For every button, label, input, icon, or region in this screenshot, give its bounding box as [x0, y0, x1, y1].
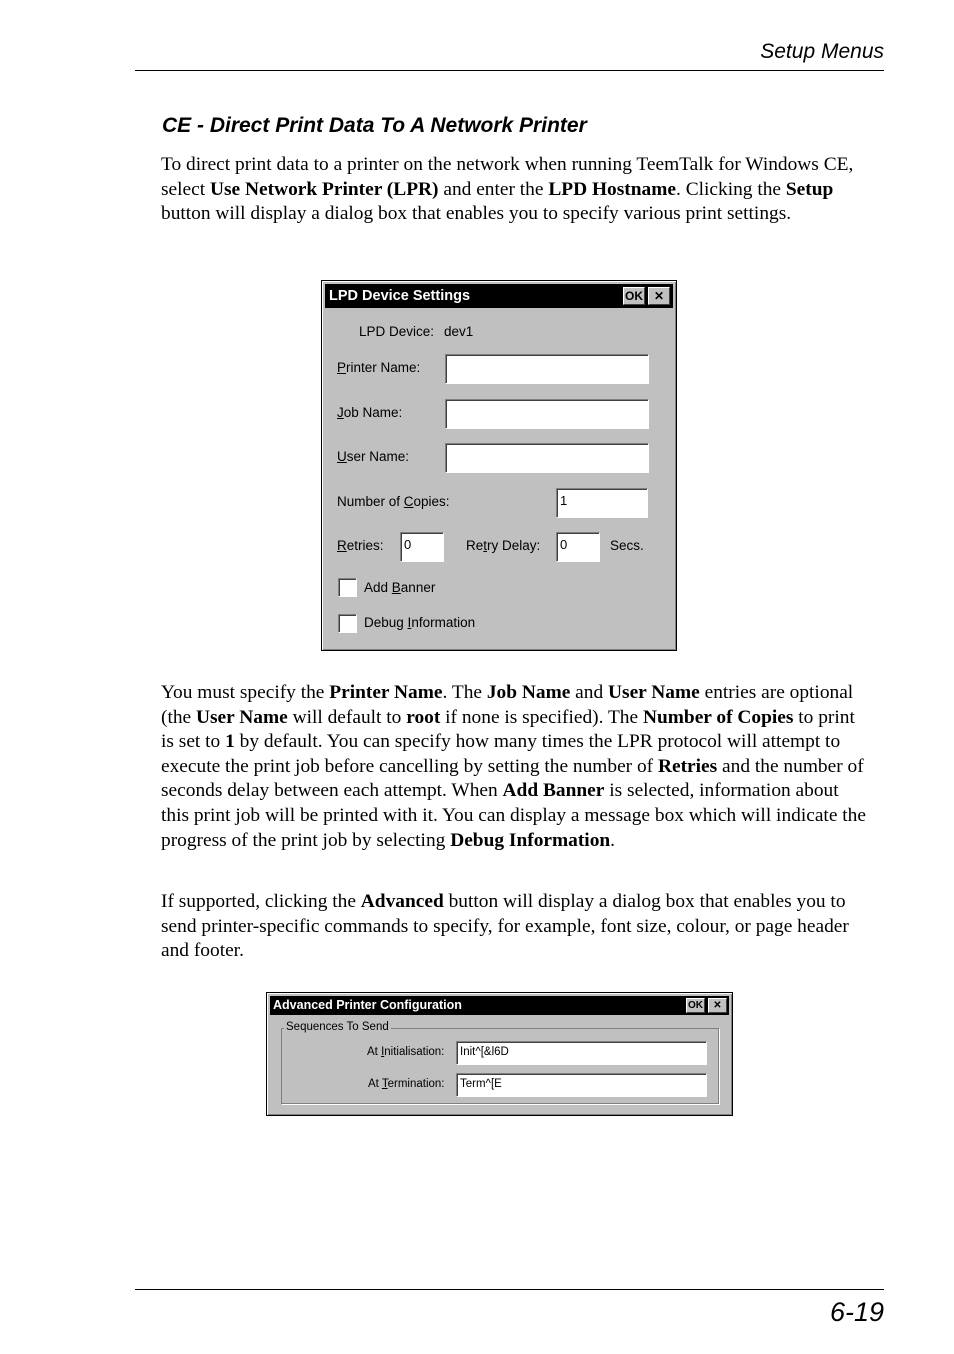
dialog-title: Advanced Printer Configuration: [273, 998, 462, 1012]
lpd-device-value: dev1: [444, 324, 474, 339]
termination-label: At Termination:: [368, 1078, 445, 1090]
retry-delay-input[interactable]: 0: [556, 532, 600, 562]
dialog-titlebar: [325, 284, 673, 308]
sequences-group-label: Sequences To Send: [286, 1021, 389, 1033]
copies-label: Number of Copies:: [337, 494, 450, 509]
section-title: CE - Direct Print Data To A Network Printer: [162, 114, 587, 137]
ok-button[interactable]: OK: [625, 289, 643, 303]
add-banner-label: Add Banner: [364, 580, 436, 595]
advanced-printer-configuration-dialog: [266, 992, 733, 1116]
advanced-paragraph: If supported, clicking the Advanced button will display a dialog box that enables you to send printer-specific commands to specify, for example, font size, colour, or page header and footer.: [161, 891, 849, 962]
copies-input[interactable]: 1: [556, 488, 648, 518]
add-banner-checkbox[interactable]: [338, 578, 357, 597]
retries-input[interactable]: 0: [400, 532, 444, 562]
running-header: Setup Menus: [760, 40, 884, 63]
close-icon[interactable]: ✕: [648, 287, 670, 305]
options-paragraph: You must specify the Printer Name. The Job Name and User Name entries are optional (the User Name will default to root if none is specified). The Number of Copies to print is set to 1 by default. You can specify how many times the LPR protocol will attempt to execute the print job before cancelling by setting the number of Retries and the number of seconds delay between each attempt. When Add Banner is selected, information about this print job will be printed with it. You can display a message box which will indicate the progress of the print job by selecting Debug Information.: [161, 682, 866, 851]
secs-label: Secs.: [610, 538, 644, 553]
lpd-device-label: LPD Device:: [359, 324, 435, 339]
initialisation-input[interactable]: Init^[&l6D: [456, 1041, 707, 1065]
footer-rule: [135, 1289, 884, 1290]
user-name-label: User Name:: [337, 449, 410, 464]
header-rule: [135, 70, 884, 71]
printer-name-label: Printer Name:: [337, 360, 421, 375]
initialisation-label: At Initialisation:: [367, 1046, 445, 1058]
lpd-device-settings-dialog: [321, 280, 677, 651]
dialog-title: LPD Device Settings: [329, 288, 471, 304]
page-number: 6-19: [829, 1297, 884, 1327]
debug-information-label: Debug Information: [364, 615, 476, 630]
termination-input[interactable]: Term^[E: [456, 1073, 707, 1097]
printer-name-input[interactable]: [445, 354, 649, 384]
user-name-input[interactable]: [445, 443, 649, 473]
close-icon[interactable]: ✕: [708, 998, 727, 1013]
job-name-label: Job Name:: [337, 405, 403, 420]
ok-button[interactable]: OK: [688, 1000, 703, 1011]
dialog-titlebar: [270, 996, 729, 1015]
intro-paragraph: To direct print data to a printer on the network when running TeemTalk for Windows CE, select Use Network Printer (LPR) and enter the LPD Hostname. Clicking the Setup button will display a dialog box that enables you to specify various print settings.: [161, 154, 854, 225]
debug-information-checkbox[interactable]: [338, 614, 357, 633]
job-name-input[interactable]: [445, 399, 649, 429]
retries-label: Retries:: [337, 538, 384, 553]
retry-delay-label: Retry Delay:: [466, 538, 541, 553]
